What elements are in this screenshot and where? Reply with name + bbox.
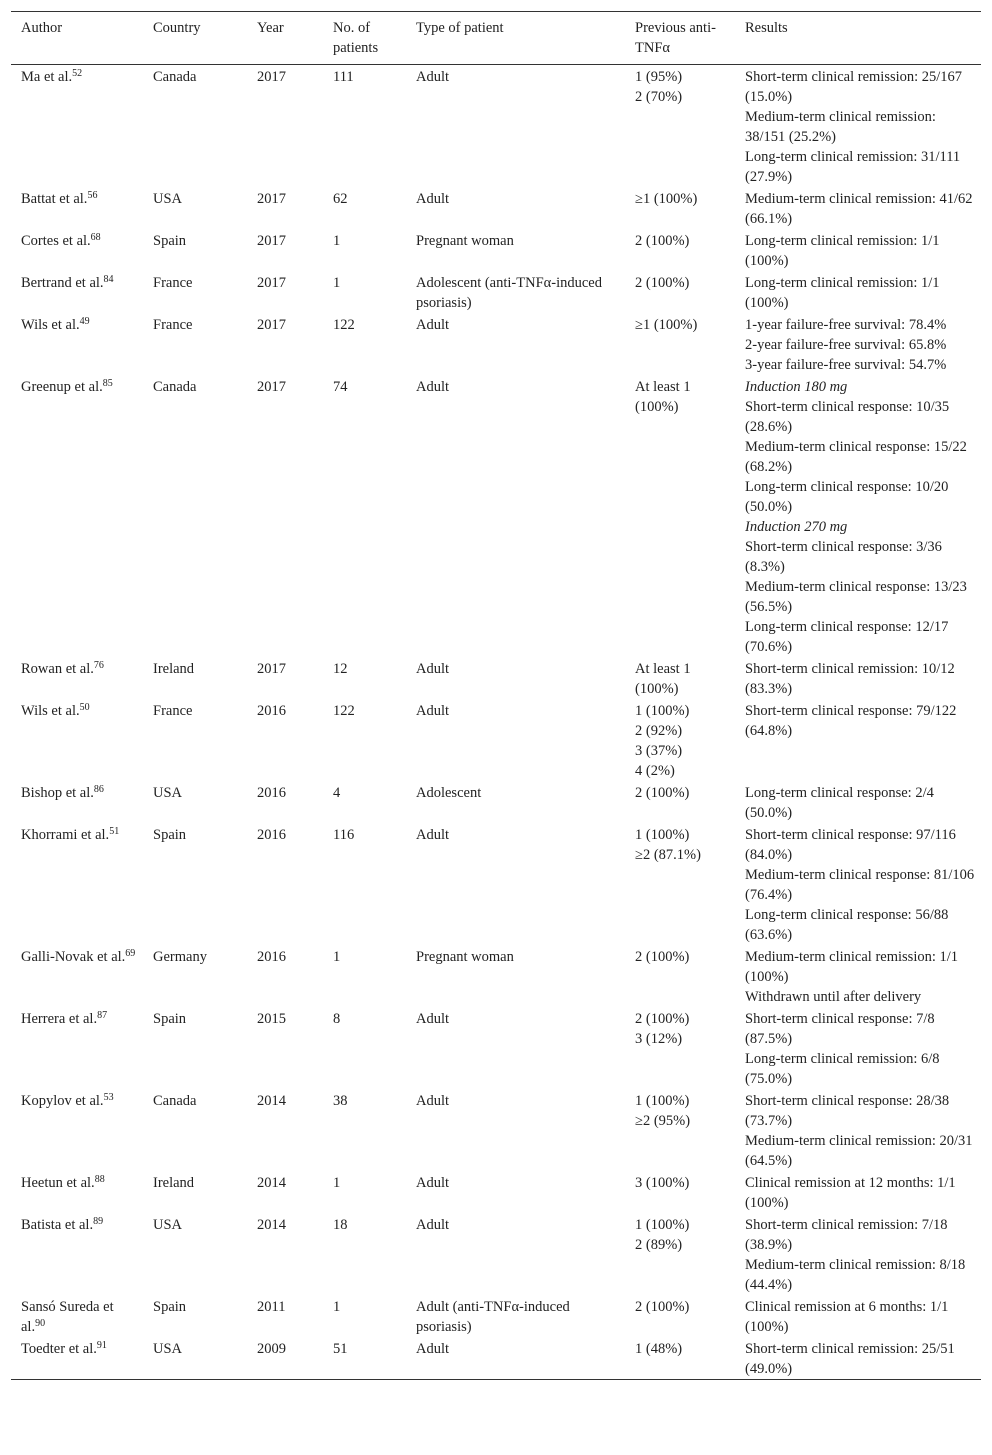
result-line: Withdrawn until after delivery <box>745 989 922 1005</box>
patients-cell: 12 <box>333 661 348 677</box>
country-cell: Canada <box>153 1093 197 1109</box>
author-name: Greenup et al. <box>21 379 103 395</box>
author-cell <box>11 65 143 188</box>
result-line: Clinical remission at 12 months: 1/1 (100%) <box>745 1175 956 1211</box>
previous-anti-tnf-cell <box>625 1089 735 1171</box>
reference-number: 85 <box>102 378 113 389</box>
previous-line: At least 1 (100%) <box>635 379 691 415</box>
previous-anti-tnf-cell <box>625 657 735 699</box>
author-cell <box>11 1007 143 1089</box>
result-line: Medium-term clinical remission: 1/1 (100%) <box>745 949 959 985</box>
previous-line: ≥2 (95%) <box>635 1113 691 1129</box>
country-cell: Canada <box>153 379 197 395</box>
reference-number: 84 <box>103 274 114 285</box>
results-cell <box>735 187 981 229</box>
year-cell: 2017 <box>257 317 286 333</box>
author-name: Cortes et al. <box>21 233 91 249</box>
previous-line: 2 (70%) <box>635 89 683 105</box>
previous-anti-tnf-cell <box>625 781 735 823</box>
author-cell <box>11 187 143 229</box>
result-line: Medium-term clinical remission: 38/151 (25.2%) <box>745 109 936 145</box>
studies-table <box>11 11 981 1380</box>
patient-type-cell: Adult <box>416 317 450 333</box>
previous-anti-tnf-cell <box>625 1295 735 1337</box>
result-line: Short-term clinical response: 7/8 (87.5%) <box>745 1011 935 1047</box>
author-cell <box>11 657 143 699</box>
patients-cell: 1 <box>333 233 341 249</box>
author-name: Toedter et al. <box>21 1341 97 1357</box>
author-cell <box>11 823 143 945</box>
reference-number: 90 <box>35 1318 46 1329</box>
country-cell: Ireland <box>153 1175 195 1191</box>
author-cell <box>11 1171 143 1213</box>
previous-anti-tnf-cell <box>625 823 735 945</box>
patient-type-cell: Adult <box>416 827 450 843</box>
patient-type-cell: Pregnant woman <box>416 949 514 965</box>
header-year: Year <box>257 20 284 36</box>
previous-anti-tnf-cell <box>625 1213 735 1295</box>
previous-line: 3 (37%) <box>635 743 683 759</box>
table-header <box>11 12 981 65</box>
author-cell <box>11 375 143 657</box>
result-line: Medium-term clinical response: 81/106 (76.4%) <box>745 867 975 903</box>
author-name: Herrera et al. <box>21 1011 98 1027</box>
patients-cell: 74 <box>333 379 348 395</box>
patient-type-cell: Adult <box>416 69 450 85</box>
table-row <box>11 1295 981 1337</box>
result-line: 3-year failure-free survival: 54.7% <box>745 357 947 373</box>
patients-cell: 116 <box>333 827 355 843</box>
patients-cell: 1 <box>333 1299 341 1315</box>
results-cell <box>735 65 981 188</box>
previous-line: 2 (92%) <box>635 723 683 739</box>
reference-number: 68 <box>90 232 101 243</box>
country-cell: Spain <box>153 827 187 843</box>
year-cell: 2009 <box>257 1341 286 1357</box>
country-cell: Spain <box>153 233 187 249</box>
country-cell: Spain <box>153 1299 187 1315</box>
result-line: Long-term clinical response: 12/17 (70.6%) <box>745 619 949 655</box>
reference-number: 76 <box>93 660 104 671</box>
author-cell <box>11 699 143 781</box>
result-line: Long-term clinical remission: 6/8 (75.0%) <box>745 1051 940 1087</box>
table-row <box>11 657 981 699</box>
results-cell <box>735 699 981 781</box>
table-body <box>11 65 981 1380</box>
country-cell: Spain <box>153 1011 187 1027</box>
author-name: Kopylov et al. <box>21 1093 104 1109</box>
year-cell: 2017 <box>257 275 286 291</box>
author-cell <box>11 945 143 1007</box>
patient-type-cell: Adult (anti-TNFα-induced psoriasis) <box>416 1299 570 1335</box>
reference-number: 88 <box>94 1174 105 1185</box>
result-line: Short-term clinical response: 10/35 (28.6%) <box>745 399 950 435</box>
result-line: Short-term clinical response: 97/116 (84.0%) <box>745 827 956 863</box>
country-cell: Canada <box>153 69 197 85</box>
reference-number: 56 <box>87 190 98 201</box>
table-row <box>11 1171 981 1213</box>
patients-cell: 1 <box>333 275 341 291</box>
results-cell <box>735 781 981 823</box>
table-row <box>11 229 981 271</box>
results-cell <box>735 823 981 945</box>
country-cell: France <box>153 703 193 719</box>
reference-number: 87 <box>97 1010 108 1021</box>
author-cell <box>11 781 143 823</box>
previous-line: 4 (2%) <box>635 763 675 779</box>
table-row <box>11 271 981 313</box>
year-cell: 2014 <box>257 1175 286 1191</box>
previous-line: 3 (100%) <box>635 1175 690 1191</box>
reference-number: 86 <box>93 784 104 795</box>
patient-type-cell: Adult <box>416 191 450 207</box>
result-line: Long-term clinical remission: 1/1 (100%) <box>745 233 940 269</box>
patient-type-cell: Adolescent <box>416 785 482 801</box>
result-line: Long-term clinical response: 2/4 (50.0%) <box>745 785 934 821</box>
year-cell: 2017 <box>257 233 286 249</box>
table-row <box>11 313 981 375</box>
results-cell <box>735 1171 981 1213</box>
reference-number: 89 <box>93 1216 104 1227</box>
author-cell <box>11 229 143 271</box>
reference-number: 91 <box>96 1340 107 1351</box>
patients-cell: 18 <box>333 1217 348 1233</box>
previous-anti-tnf-cell <box>625 945 735 1007</box>
previous-anti-tnf-cell <box>625 229 735 271</box>
author-name: Khorrami et al. <box>21 827 110 843</box>
author-name: Galli-Novak et al. <box>21 949 126 965</box>
table-row <box>11 781 981 823</box>
patients-cell: 51 <box>333 1341 348 1357</box>
patients-cell: 62 <box>333 191 348 207</box>
reference-number: 53 <box>103 1092 114 1103</box>
results-cell <box>735 945 981 1007</box>
previous-anti-tnf-cell <box>625 271 735 313</box>
result-line: Medium-term clinical response: 15/22 (68.2%) <box>745 439 967 475</box>
year-cell: 2016 <box>257 827 286 843</box>
author-name: Wils et al. <box>21 317 80 333</box>
result-line: Short-term clinical remission: 25/167 (15.0%) <box>745 69 963 105</box>
year-cell: 2017 <box>257 661 286 677</box>
previous-line: 2 (100%) <box>635 785 690 801</box>
results-cell <box>735 1337 981 1380</box>
header-author: Author <box>21 20 63 36</box>
patients-cell: 122 <box>333 703 355 719</box>
patient-type-cell: Pregnant woman <box>416 233 514 249</box>
author-name: Bishop et al. <box>21 785 94 801</box>
result-line: Induction 180 mg <box>745 379 848 395</box>
patient-type-cell: Adult <box>416 661 450 677</box>
previous-anti-tnf-cell <box>625 375 735 657</box>
author-name: Sansó Sureda et al. <box>21 1299 114 1335</box>
patient-type-cell: Adolescent (anti-TNFα-induced psoriasis) <box>416 275 602 311</box>
result-line: Short-term clinical remission: 10/12 (83.3%) <box>745 661 955 697</box>
year-cell: 2016 <box>257 785 286 801</box>
year-cell: 2015 <box>257 1011 286 1027</box>
results-cell <box>735 271 981 313</box>
header-results: Results <box>745 20 788 36</box>
previous-line: 1 (100%) <box>635 1217 690 1233</box>
results-cell <box>735 657 981 699</box>
patient-type-cell: Adult <box>416 1011 450 1027</box>
table-row <box>11 945 981 1007</box>
patient-type-cell: Adult <box>416 1093 450 1109</box>
author-name: Battat et al. <box>21 191 88 207</box>
results-cell <box>735 1213 981 1295</box>
year-cell: 2016 <box>257 949 286 965</box>
patient-type-cell: Adult <box>416 703 450 719</box>
previous-line: 2 (100%) <box>635 233 690 249</box>
reference-number: 49 <box>79 316 90 327</box>
previous-anti-tnf-cell <box>625 699 735 781</box>
result-line: Short-term clinical response: 79/122 (64.8%) <box>745 703 957 739</box>
result-line: Medium-term clinical remission: 20/31 (64.5%) <box>745 1133 973 1169</box>
patients-cell: 1 <box>333 1175 341 1191</box>
previous-line: 3 (12%) <box>635 1031 683 1047</box>
result-line: Medium-term clinical remission: 41/62 (66.1%) <box>745 191 973 227</box>
result-line: Medium-term clinical response: 13/23 (56.5%) <box>745 579 967 615</box>
patients-cell: 8 <box>333 1011 341 1027</box>
country-cell: USA <box>153 191 183 207</box>
previous-anti-tnf-cell <box>625 187 735 229</box>
previous-line: 1 (95%) <box>635 69 683 85</box>
header-type: Type of patient <box>416 20 504 36</box>
year-cell: 2014 <box>257 1093 286 1109</box>
author-name: Batista et al. <box>21 1217 94 1233</box>
patients-cell: 4 <box>333 785 341 801</box>
author-name: Ma et al. <box>21 69 73 85</box>
results-cell <box>735 1007 981 1089</box>
results-cell <box>735 375 981 657</box>
year-cell: 2017 <box>257 69 286 85</box>
previous-line: 1 (100%) <box>635 1093 690 1109</box>
country-cell: Germany <box>153 949 207 965</box>
previous-line: At least 1 (100%) <box>635 661 691 697</box>
previous-anti-tnf-cell <box>625 313 735 375</box>
previous-line: 1 (100%) <box>635 703 690 719</box>
previous-line: ≥1 (100%) <box>635 317 698 333</box>
author-cell <box>11 1295 143 1337</box>
table-row <box>11 187 981 229</box>
result-line: Short-term clinical response: 28/38 (73.7%) <box>745 1093 950 1129</box>
country-cell: Ireland <box>153 661 195 677</box>
result-line: Long-term clinical remission: 31/111 (27.9%) <box>745 149 961 185</box>
previous-line: 1 (48%) <box>635 1341 683 1357</box>
previous-anti-tnf-cell <box>625 1337 735 1380</box>
table-row <box>11 1213 981 1295</box>
table-row <box>11 375 981 657</box>
previous-line: 2 (100%) <box>635 949 690 965</box>
previous-anti-tnf-cell <box>625 1171 735 1213</box>
results-cell <box>735 1295 981 1337</box>
author-name: Wils et al. <box>21 703 80 719</box>
result-line: Long-term clinical response: 10/20 (50.0%) <box>745 479 949 515</box>
patient-type-cell: Adult <box>416 379 450 395</box>
previous-line: 1 (100%) <box>635 827 690 843</box>
table-row <box>11 65 981 188</box>
previous-anti-tnf-cell <box>625 1007 735 1089</box>
header-previous: Previous anti-TNFα <box>635 20 716 56</box>
patient-type-cell: Adult <box>416 1175 450 1191</box>
results-cell <box>735 1089 981 1171</box>
result-line: Medium-term clinical remission: 8/18 (44.4%) <box>745 1257 966 1293</box>
previous-line: ≥1 (100%) <box>635 191 698 207</box>
patient-type-cell: Adult <box>416 1341 450 1357</box>
result-line: Short-term clinical remission: 25/51 (49.0%) <box>745 1341 955 1377</box>
table-row <box>11 823 981 945</box>
patients-cell: 1 <box>333 949 341 965</box>
author-cell <box>11 1337 143 1380</box>
author-name: Bertrand et al. <box>21 275 104 291</box>
result-line: 2-year failure-free survival: 65.8% <box>745 337 947 353</box>
reference-number: 50 <box>79 702 90 713</box>
previous-line: 2 (100%) <box>635 1011 690 1027</box>
result-line: Long-term clinical remission: 1/1 (100%) <box>745 275 940 311</box>
author-cell <box>11 271 143 313</box>
patient-type-cell: Adult <box>416 1217 450 1233</box>
reference-number: 52 <box>72 68 83 79</box>
year-cell: 2014 <box>257 1217 286 1233</box>
result-line: Short-term clinical response: 3/36 (8.3%) <box>745 539 942 575</box>
previous-anti-tnf-cell <box>625 65 735 188</box>
previous-line: 2 (89%) <box>635 1237 683 1253</box>
result-line: Induction 270 mg <box>745 519 848 535</box>
country-cell: USA <box>153 1341 183 1357</box>
result-line: Clinical remission at 6 months: 1/1 (100%) <box>745 1299 949 1335</box>
country-cell: France <box>153 275 193 291</box>
patients-cell: 111 <box>333 69 354 85</box>
year-cell: 2017 <box>257 191 286 207</box>
author-name: Heetun et al. <box>21 1175 95 1191</box>
author-cell <box>11 1089 143 1171</box>
table-row <box>11 1089 981 1171</box>
country-cell: France <box>153 317 193 333</box>
year-cell: 2017 <box>257 379 286 395</box>
author-name: Rowan et al. <box>21 661 94 677</box>
previous-line: 2 (100%) <box>635 1299 690 1315</box>
results-cell <box>735 313 981 375</box>
table-row <box>11 699 981 781</box>
result-line: Short-term clinical remission: 7/18 (38.9%) <box>745 1217 948 1253</box>
year-cell: 2011 <box>257 1299 286 1315</box>
result-line: 1-year failure-free survival: 78.4% <box>745 317 947 333</box>
country-cell: USA <box>153 785 183 801</box>
table-row <box>11 1337 981 1380</box>
results-cell <box>735 229 981 271</box>
year-cell: 2016 <box>257 703 286 719</box>
table-row <box>11 1007 981 1089</box>
author-cell <box>11 1213 143 1295</box>
header-country: Country <box>153 20 201 36</box>
reference-number: 69 <box>125 948 136 959</box>
patients-cell: 38 <box>333 1093 348 1109</box>
result-line: Long-term clinical response: 56/88 (63.6%) <box>745 907 949 943</box>
previous-line: ≥2 (87.1%) <box>635 847 701 863</box>
previous-line: 2 (100%) <box>635 275 690 291</box>
header-patients: No. of patients <box>333 20 379 56</box>
author-cell <box>11 313 143 375</box>
country-cell: USA <box>153 1217 183 1233</box>
patients-cell: 122 <box>333 317 355 333</box>
reference-number: 51 <box>109 826 120 837</box>
